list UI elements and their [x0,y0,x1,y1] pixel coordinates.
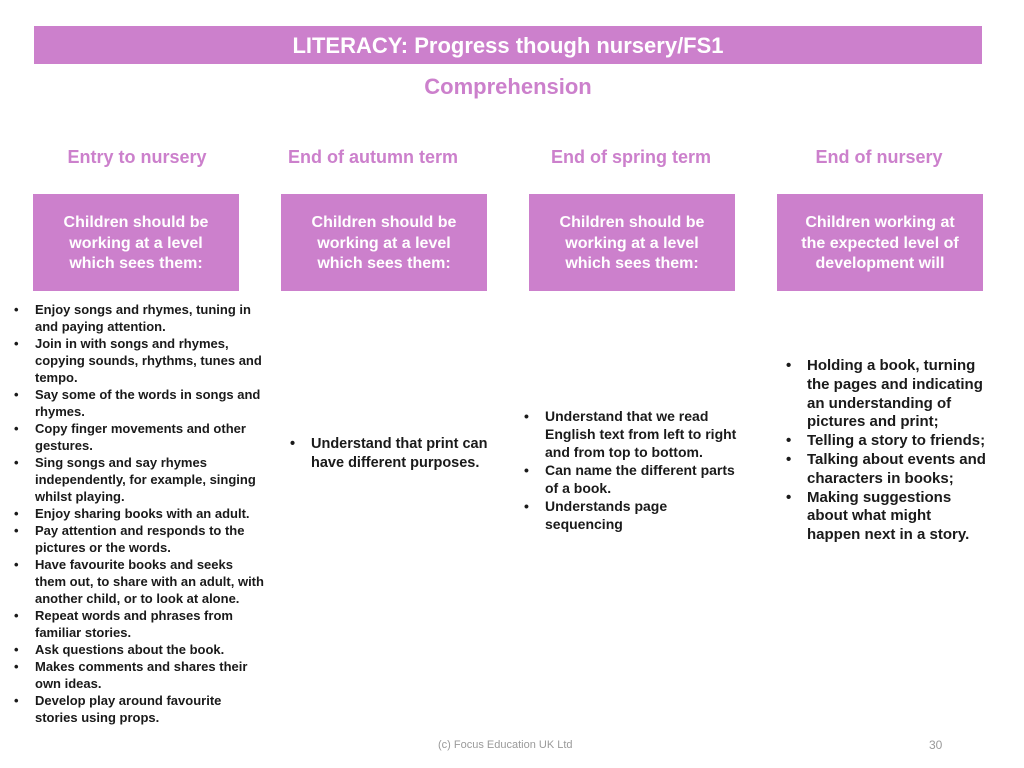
list-item: • Making suggestions about what might happen next in a story. [786,489,986,545]
box-line: development will [815,255,945,272]
list-item: • Pay attention and responds to the pictures or the words. [14,522,264,556]
box-line: Children should be [63,214,209,231]
list-item: • Can name the different parts of a book. [524,461,739,497]
list-item: • Holding a book, turning the pages and indicating an understanding of pictures and print; [786,357,986,432]
list-item: • Ask questions about the book. [14,641,264,658]
box-line: Children should be [311,214,457,231]
list-item: • Understands page sequencing [524,497,739,533]
list-item: • Join in with songs and rhymes, copying sounds, rhythms, tunes and tempo. [14,335,264,386]
page-number: 30 [929,738,943,752]
list-item: • Repeat words and phrases from familiar stories. [14,607,264,641]
column-box-entry [33,194,239,291]
list-item: • Enjoy songs and rhymes, tuning in and paying attention. [14,301,264,335]
list-item: • Understand that we read English text from left to right and from top to bottom. [524,407,739,461]
box-line: Children working at [805,214,955,231]
column-box-spring [529,194,735,291]
box-line: which sees them: [317,255,451,272]
box-line: which sees them: [565,255,699,272]
footer-copyright: (c) Focus Education UK Ltd [438,739,573,751]
box-line: working at a level [565,234,699,252]
column-heading-spring: End of spring term [550,147,711,167]
page-subtitle: Comprehension [424,74,592,99]
box-line: working at a level [69,234,203,252]
list-item: • Telling a story to friends; [786,432,986,451]
list-item: • Copy finger movements and other gestures. [14,420,264,454]
column-box-autumn [281,194,487,291]
box-line: working at a level [317,234,451,252]
entry-list [14,301,264,726]
column-heading-end: End of nursery [815,147,943,167]
box-line: the expected level of [801,234,959,252]
box-line: Children should be [559,214,705,231]
list-item: • Say some of the words in songs and rhymes. [14,386,264,420]
column-heading-entry: Entry to nursery [67,147,207,167]
box-line: which sees them: [69,255,203,272]
end-list [786,357,986,545]
spring-list [524,407,739,533]
list-item: • Have favourite books and seeks them out, to share with an adult, with another child, or to look at alone. [14,556,264,607]
list-item: • Talking about events and characters in books; [786,451,986,489]
page-title: LITERACY: Progress though nursery/FS1 [34,26,982,64]
list-item: • Enjoy sharing books with an adult. [14,505,264,522]
list-item: • Develop play around favourite stories using props. [14,692,264,726]
list-item: • Makes comments and shares their own ideas. [14,658,264,692]
column-box-end [777,194,983,291]
column-heading-autumn: End of autumn term [288,147,458,167]
list-item: • Understand that print can have different purposes. [290,435,490,473]
list-item: • Sing songs and say rhymes independently, for example, singing whilst playing. [14,454,264,505]
autumn-list [290,435,490,473]
